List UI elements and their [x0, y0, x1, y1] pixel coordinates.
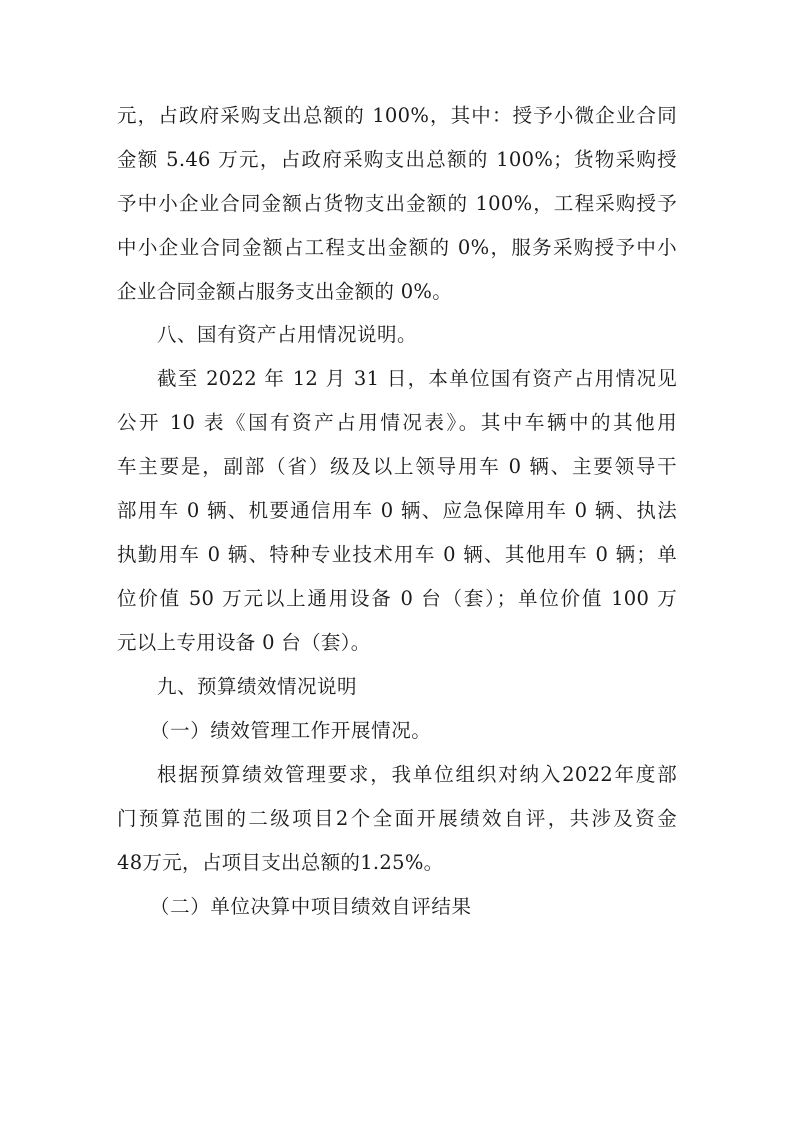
subsection-heading-2: （二）单位决算中项目绩效自评结果: [150, 895, 472, 918]
section-heading-9: 九、预算绩效情况说明: [157, 675, 358, 698]
paragraph-line: 元以上专用设备 0 台（套）。: [117, 631, 371, 654]
paragraph-line: 公开 10 表《国有资产占用情况表》。其中车辆中的其他用: [117, 411, 677, 434]
section-heading-8: 八、国有资产占用情况说明。: [157, 323, 418, 346]
paragraph-line: 位价值 50 万元以上通用设备 0 台（套）；单位价值 100 万: [117, 587, 677, 610]
paragraph-line: 车主要是，副部（省）级及以上领导用车 0 辆、主要领导干: [117, 455, 677, 478]
paragraph-line: 元，占政府采购支出总额的 100%，其中：授予小微企业合同: [117, 104, 677, 127]
subsection-heading-1: （一）绩效管理工作开展情况。: [150, 719, 432, 742]
paragraph-line: 予中小企业合同金额占货物支出金额的 100%，工程采购授予: [117, 192, 677, 215]
paragraph-line: 根据预算绩效管理要求，我单位组织对纳入2022年度部: [157, 763, 677, 786]
paragraph-line: 企业合同金额占服务支出金额的 0%。: [117, 280, 453, 303]
paragraph-line: 部用车 0 辆、机要通信用车 0 辆、应急保障用车 0 辆、执法: [117, 499, 677, 522]
paragraph-line: 48万元，占项目支出总额的1.25%。: [117, 851, 444, 874]
paragraph-line: 截至 2022 年 12 月 31 日，本单位国有资产占用情况见: [157, 367, 677, 390]
paragraph-line: 执勤用车 0 辆、特种专业技术用车 0 辆、其他用车 0 辆；单: [117, 543, 677, 566]
paragraph-line: 中小企业合同金额占工程支出金额的 0%，服务采购授予中小: [117, 236, 677, 259]
paragraph-line: 金额 5.46 万元，占政府采购支出总额的 100%；货物采购授: [117, 148, 677, 171]
paragraph-line: 门预算范围的二级项目2个全面开展绩效自评，共涉及资金: [117, 807, 677, 830]
